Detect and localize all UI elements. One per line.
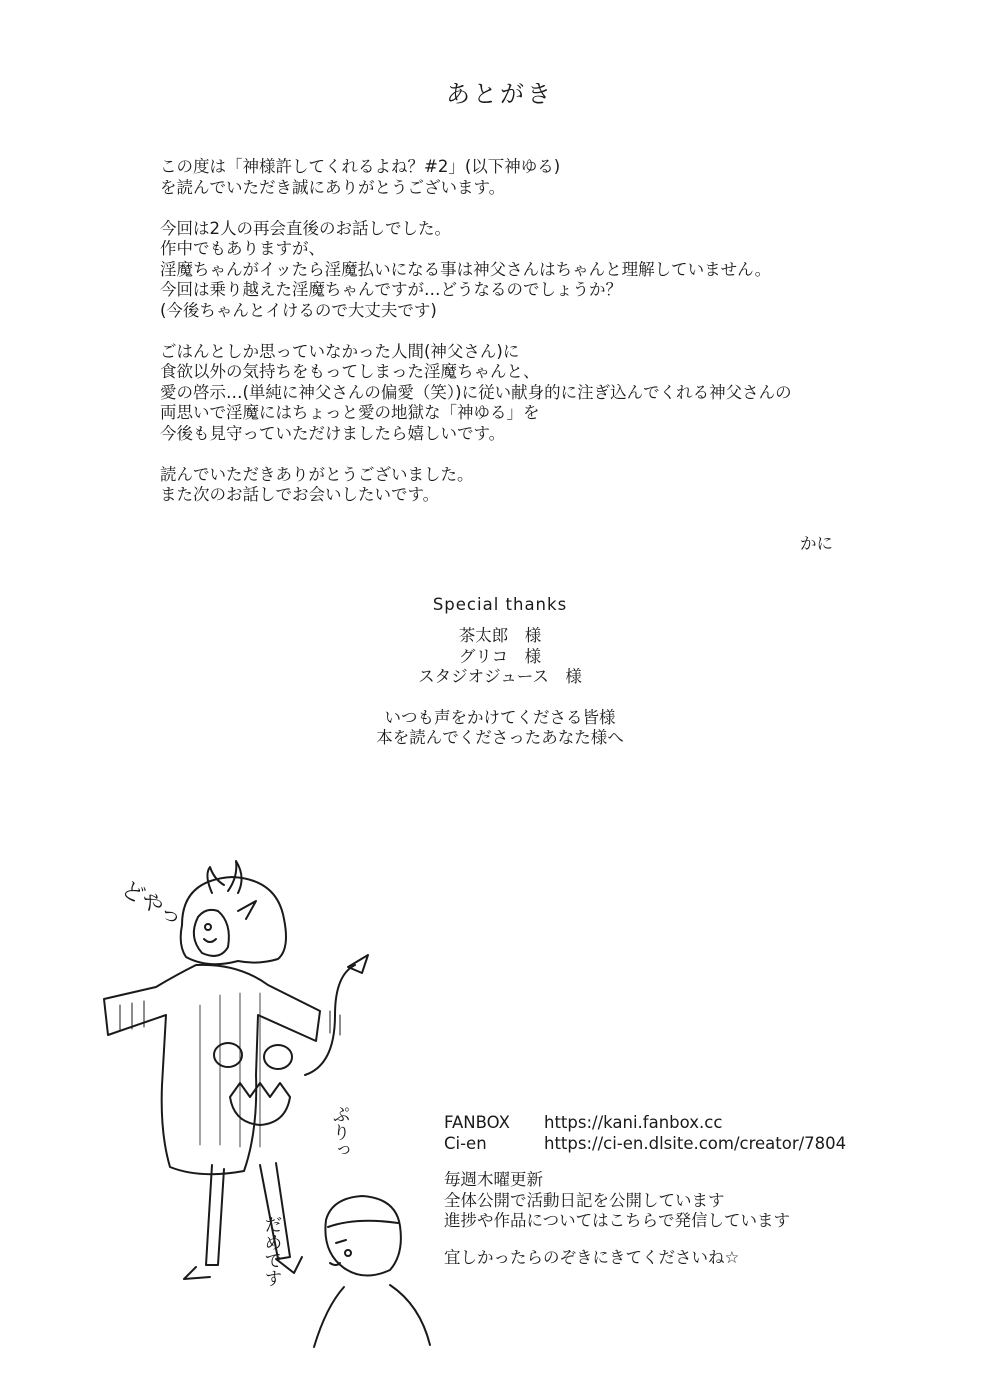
text-line: また次のお話しでお会いしたいです。: [160, 485, 440, 504]
link-url[interactable]: https://kani.fanbox.cc: [544, 1113, 723, 1132]
text-line: 今後も見守っていただけましたら嬉しいです。: [160, 423, 506, 443]
text-line: 読んでいただきありがとうございました。: [160, 464, 474, 484]
link-row-fanbox: [444, 1113, 846, 1134]
sfx-dame: だめです: [261, 1215, 283, 1287]
text-line: 淫魔ちゃんがイッたら淫魔払いになる事は神父さんはちゃんと理解していません。: [160, 259, 772, 279]
thanks-name: スタジオジュース 様: [418, 667, 582, 686]
creator-links: [444, 1113, 846, 1268]
link-row-cien: [444, 1134, 846, 1155]
text-line: (今後ちゃんとイけるので大丈夫です): [160, 300, 437, 320]
final-line: 宜しかったらのぞきにきてくださいね☆: [444, 1247, 740, 1267]
paragraph: [160, 465, 940, 506]
sfx-puri: ぷりっ: [329, 1105, 351, 1159]
text-line: 食欲以外の気持ちをもってしまった淫魔ちゃんと、: [160, 362, 540, 381]
paragraph: [160, 157, 940, 198]
text-line: を読んでいただき誠にありがとうございます。: [160, 177, 506, 197]
page-title: あとがき: [446, 80, 554, 108]
info-line: 進捗や作品についてはこちらで発信しています: [444, 1211, 791, 1230]
text-line: 作中でもありますが、: [160, 239, 325, 258]
info-line: 全体公開で活動日記を公開しています: [444, 1190, 725, 1210]
character-illustration: [100, 835, 440, 1355]
text-line: 両思いで淫魔にはちょっと愛の地獄な「神ゆる」を: [160, 403, 540, 422]
afterword-body: [160, 157, 940, 526]
thanks-name: グリコ 様: [458, 646, 542, 666]
link-name: FANBOX: [444, 1113, 510, 1132]
paragraph: [160, 219, 940, 322]
text-line: この度は「神様許してくれるよね？#2」(以下神ゆる): [160, 157, 561, 176]
text-line: 愛の啓示…(単純に神父さんの偏愛（笑）)に従い献身的に注ぎ込んでくれる神父さんの: [160, 382, 792, 402]
thanks-closing: いつも声をかけてくださる皆様: [384, 707, 616, 727]
author-signature: かに: [800, 534, 833, 553]
text-line: 今回は2人の再会直後のお話しでした。: [160, 218, 451, 238]
special-thanks: [0, 595, 1000, 749]
boy-drawing: [314, 1196, 430, 1347]
info-line: 毎週木曜更新: [444, 1170, 543, 1189]
thanks-name: 茶太郎 様: [458, 626, 542, 645]
paragraph: [160, 342, 940, 445]
thanks-closing: 本を読んでくださったあなた様へ: [376, 728, 624, 747]
sfx-doya: どやっ: [117, 876, 187, 932]
demon-girl-drawing: [104, 861, 368, 1279]
text-line: 今回は乗り越えた淫魔ちゃんですが…どうなるのでしょうか？: [160, 280, 622, 299]
link-url[interactable]: https://ci-en.dlsite.com/creator/7804: [544, 1133, 847, 1153]
special-thanks-heading: Special thanks: [432, 595, 568, 614]
link-name: Ci-en: [444, 1133, 487, 1153]
text-line: ごはんとしか思っていなかった人間(神父さん)に: [160, 341, 520, 361]
